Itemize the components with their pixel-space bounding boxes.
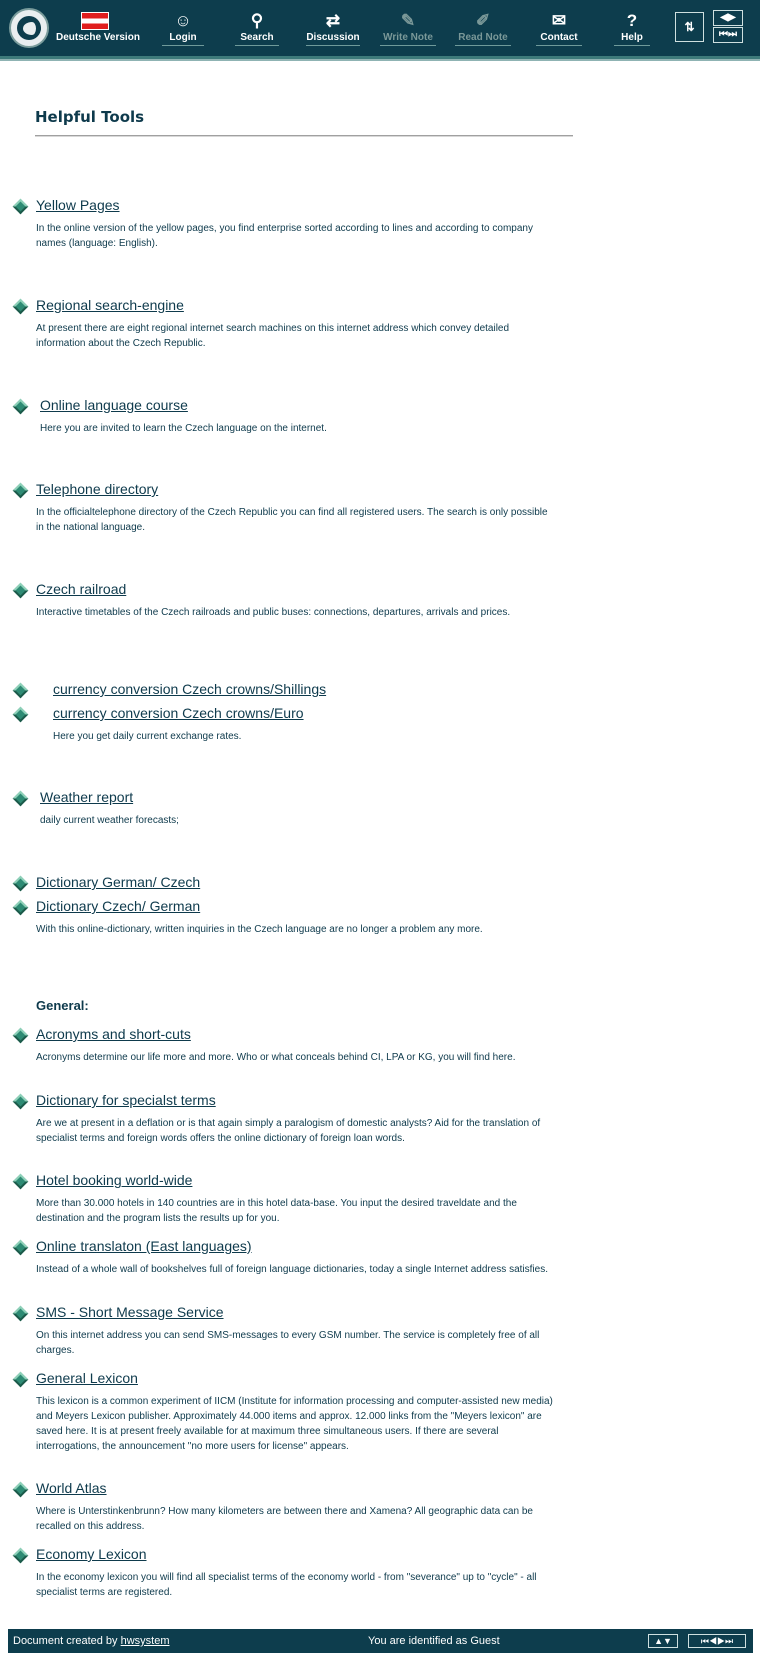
nav-deutsche-version[interactable]: Deutsche Version	[56, 10, 134, 48]
link-online-language-course[interactable]: Online language course	[40, 397, 188, 413]
diamond-bullet-icon	[13, 199, 29, 215]
diamond-bullet-icon	[13, 1094, 29, 1110]
header-stripe-light	[0, 59, 760, 61]
footer-bar	[8, 1629, 753, 1653]
link-dictionary-german-czech[interactable]: Dictionary German/ Czech	[36, 874, 201, 890]
diamond-bullet-icon	[13, 791, 29, 807]
link-dictionary-czech-german[interactable]: Dictionary Czech/ German	[36, 898, 201, 914]
link-regional-search-engine[interactable]: Regional search-engine	[36, 297, 184, 313]
title-divider	[35, 135, 573, 137]
desc-world-atlas: Where is Unterstinkenbrunn? How many kilometers are between there and Xamena? All geographic data can be recalled on this address.	[36, 1506, 533, 1532]
desc-currency: Here you get daily current exchange rates.	[53, 731, 242, 742]
prev-next-icon[interactable]: ◀▶	[713, 10, 743, 26]
diamond-bullet-icon	[13, 876, 29, 892]
link-hotel-booking[interactable]: Hotel booking world-wide	[36, 1172, 193, 1188]
desc-sms-service: On this internet address you can send SMS-messages to every GSM number. The service is completely free of all charges.	[36, 1330, 540, 1356]
scroll-top-icon[interactable]: ▲▼	[648, 1634, 678, 1648]
nav-read-note[interactable]: ✐ Read Note	[455, 10, 511, 48]
desc-weather-report: daily current weather forecasts;	[40, 815, 179, 826]
link-telephone-directory[interactable]: Telephone directory	[36, 481, 159, 497]
link-sms-service[interactable]: SMS - Short Message Service	[36, 1304, 224, 1320]
site-logo[interactable]	[9, 8, 49, 48]
scroll-up-down-icon[interactable]: ⇅	[675, 12, 704, 42]
link-currency-shillings[interactable]: currency conversion Czech crowns/Shillings	[53, 681, 327, 697]
desc-online-translation: Instead of a whole wall of bookshelves full of foreign language dictionaries, today a single Internet address satisfies.	[36, 1264, 548, 1275]
desc-telephone-directory: In the officialtelephone directory of the Czech Republic you can find all registered users. The search is only possible in the national language.	[36, 507, 548, 533]
diamond-bullet-icon	[13, 583, 29, 599]
diamond-bullet-icon	[13, 1028, 29, 1044]
nav-discussion[interactable]: ⇄ Discussion	[306, 10, 360, 48]
footer-created: Document created by hwsystem	[13, 1635, 170, 1647]
link-specialist-dictionary[interactable]: Dictionary for specialst terms	[36, 1092, 216, 1108]
diamond-bullet-icon	[13, 1482, 29, 1498]
desc-specialist-dictionary: Are we at present in a deflation or is that again simply a paralogism of domestic analysts? Aid for the translation of specialist terms and foreign words offers the online dictionary of foreign loan words.	[36, 1118, 541, 1144]
diamond-bullet-icon	[13, 299, 29, 315]
diamond-bullet-icon	[13, 1174, 29, 1190]
nav-login[interactable]: ☺ Login	[162, 10, 204, 48]
diamond-bullet-icon	[13, 1306, 29, 1322]
desc-general-lexicon: This lexicon is a common experiment of IICM (Institute for information processing and computer-assisted new media) and Meyers Lexicon publisher. Approximately 44.000 items and approx. 12.000 links from the "Meyers lexicon" are saved here. It is at present freely available for at maximum three simultaneous users. If there are several interrogations, the announcement "no more users for license" appears.	[36, 1396, 553, 1452]
desc-regional-search-engine: At present there are eight regional internet search machines on this internet address which convey detailed information about the Czech Republic.	[36, 323, 510, 349]
desc-yellow-pages: In the online version of the yellow pages, you find enterprise sorted according to lines and according to company names (language: English).	[36, 223, 533, 249]
arrows-icon: ⇄	[325, 11, 341, 30]
desc-czech-railroad: Interactive timetables of the Czech railroads and public buses: connections, departures, arrivals and prices.	[36, 607, 511, 618]
question-icon: ?	[626, 11, 638, 30]
note-icon: ✐	[475, 11, 491, 30]
envelope-icon: ✉	[551, 11, 567, 30]
identity-status: You are identified as Guest	[368, 1635, 500, 1647]
desc-acronyms: Acronyms determine our life more and more. Who or what conceals behind CI, LPA or KG, you will find here.	[36, 1052, 516, 1063]
diamond-bullet-icon	[13, 1240, 29, 1256]
author-link[interactable]: hwsystem	[120, 1635, 170, 1647]
desc-hotel-booking: More than 30.000 hotels in 140 countries are in this hotel data-base. You input the desired traveldate and the destination and the program lists the results up for you.	[36, 1198, 517, 1224]
diamond-bullet-icon	[13, 483, 29, 499]
link-general-lexicon[interactable]: General Lexicon	[36, 1370, 138, 1386]
link-world-atlas[interactable]: World Atlas	[36, 1480, 107, 1496]
magnifier-icon: ⚲	[250, 11, 264, 30]
austria-flag-icon	[56, 10, 134, 32]
page-title: Helpful Tools	[35, 108, 145, 126]
diamond-bullet-icon	[13, 1372, 29, 1388]
diamond-bullet-icon	[13, 707, 29, 723]
link-acronyms[interactable]: Acronyms and short-cuts	[36, 1026, 191, 1042]
nav-help[interactable]: ? Help	[614, 10, 650, 48]
nav-write-note[interactable]: ✎ Write Note	[380, 10, 436, 48]
link-weather-report[interactable]: Weather report	[40, 789, 134, 805]
desc-economy-lexicon: In the economy lexicon you will find all specialist terms of the economy world - from "severance" up to "cycle" - all specialist terms are registered.	[36, 1572, 537, 1598]
page-nav-icon[interactable]: ⏮◀▶⏭	[688, 1634, 746, 1648]
nav-search[interactable]: ⚲ Search	[235, 10, 279, 48]
diamond-bullet-icon	[13, 399, 29, 415]
general-heading: General:	[36, 998, 89, 1013]
link-yellow-pages[interactable]: Yellow Pages	[36, 197, 120, 213]
pencil-icon: ✎	[400, 11, 416, 30]
link-online-translation[interactable]: Online translaton (East languages)	[36, 1238, 252, 1254]
desc-online-language-course: Here you are invited to learn the Czech language on the internet.	[40, 423, 327, 434]
diamond-bullet-icon	[13, 1548, 29, 1564]
diamond-bullet-icon	[13, 900, 29, 916]
login-icon: ☺	[174, 11, 192, 30]
link-currency-euro[interactable]: currency conversion Czech crowns/Euro	[53, 705, 304, 721]
first-last-icon[interactable]: ⏮⏭	[713, 27, 743, 43]
link-czech-railroad[interactable]: Czech railroad	[36, 581, 127, 597]
desc-dictionary: With this online-dictionary, written inquiries in the Czech language are no longer a problem any more.	[36, 924, 483, 935]
diamond-bullet-icon	[13, 683, 29, 699]
top-navigation-bar	[0, 0, 760, 56]
nav-contact[interactable]: ✉ Contact	[536, 10, 582, 48]
link-economy-lexicon[interactable]: Economy Lexicon	[36, 1546, 147, 1562]
